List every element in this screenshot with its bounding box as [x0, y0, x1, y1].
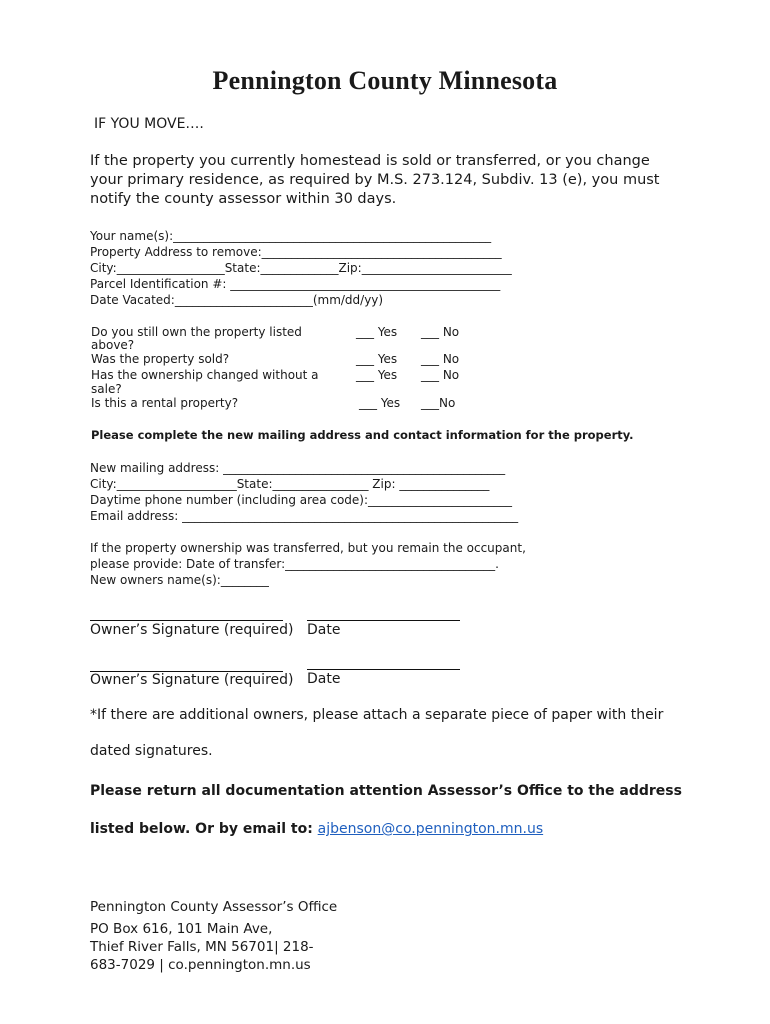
date-vacated-field[interactable]: Date Vacated:_______________________(mm/dd/yy) — [90, 293, 384, 307]
date-label: Date — [307, 671, 341, 687]
mailing-city-state-zip-field[interactable]: City:____________________State:________________ Zip: _______________ — [90, 477, 490, 491]
email-field[interactable]: Email address: ________________________________________________________ — [90, 509, 519, 523]
question-text: Has the ownership changed without a — [91, 368, 319, 382]
office-name: Pennington County Assessor’s Office — [90, 899, 338, 915]
names-field[interactable]: Your name(s):_____________________________________________________ — [90, 229, 492, 243]
note-text: *If there are additional owners, please attach a separate piece of paper with their — [90, 707, 664, 723]
paragraph-line: If the property you currently homestead is sold or transferred, or you change — [90, 153, 650, 169]
paragraph-line: notify the county assessor within 30 days. — [90, 191, 397, 207]
new-owners-field[interactable]: New owners name(s):________ — [90, 573, 269, 587]
transfer-date-field[interactable]: please provide: Date of transfer:___________________________________. — [90, 557, 499, 571]
no-option[interactable]: ___No — [421, 396, 456, 410]
mailing-address-field[interactable]: New mailing address: _______________________________________________ — [90, 461, 506, 475]
yes-option[interactable]: ___ Yes — [356, 325, 398, 339]
phone-field[interactable]: Daytime phone number (including area code):________________________ — [90, 493, 513, 507]
return-instruction: Please return all documentation attention Assessor’s Office to the address — [90, 783, 682, 799]
office-address-line: PO Box 616, 101 Main Ave, — [90, 921, 273, 937]
no-option[interactable]: ___ No — [421, 325, 460, 339]
parcel-id-field[interactable]: Parcel Identification #: _____________________________________________ — [90, 277, 501, 291]
email-link[interactable]: ajbenson@co.pennington.mn.us — [317, 821, 544, 837]
no-option[interactable]: ___ No — [421, 352, 460, 366]
date-line[interactable] — [307, 669, 460, 670]
question-text: Is this a rental property? — [91, 396, 239, 410]
question-text: sale? — [91, 382, 122, 396]
office-address-line: 683-7029 | co.pennington.mn.us — [90, 957, 311, 973]
question-text: Was the property sold? — [91, 352, 230, 366]
yes-option[interactable]: ___ Yes — [359, 396, 401, 410]
return-instruction — [90, 821, 543, 837]
address-remove-field[interactable]: Property Address to remove:________________________________________ — [90, 245, 502, 259]
transfer-text: If the property ownership was transferred, but you remain the occupant, — [90, 541, 526, 555]
city-state-zip-field[interactable]: City:__________________State:_____________Zip:_________________________ — [90, 261, 512, 275]
office-address-line: Thief River Falls, MN 56701| 218- — [90, 939, 314, 955]
date-line[interactable] — [307, 620, 460, 621]
yes-option[interactable]: ___ Yes — [356, 352, 398, 366]
question-text: above? — [91, 338, 135, 352]
paragraph-line: your primary residence, as required by M.S. 273.124, Subdiv. 13 (e), you must — [90, 172, 660, 188]
date-label: Date — [307, 622, 341, 638]
note-text: dated signatures. — [90, 743, 213, 759]
intro-heading: IF YOU MOVE…. — [94, 116, 204, 132]
signature-line[interactable] — [90, 620, 283, 621]
no-option[interactable]: ___ No — [421, 368, 460, 382]
instruction-text: Please complete the new mailing address and contact information for the property. — [91, 428, 634, 442]
return-text: listed below. Or by email to: — [90, 821, 318, 837]
signature-label: Owner’s Signature (required) — [90, 672, 294, 688]
question-text: Do you still own the property listed — [91, 325, 302, 339]
page-title: Pennington County Minnesota — [212, 66, 558, 95]
signature-label: Owner’s Signature (required) — [90, 622, 294, 638]
yes-option[interactable]: ___ Yes — [356, 368, 398, 382]
